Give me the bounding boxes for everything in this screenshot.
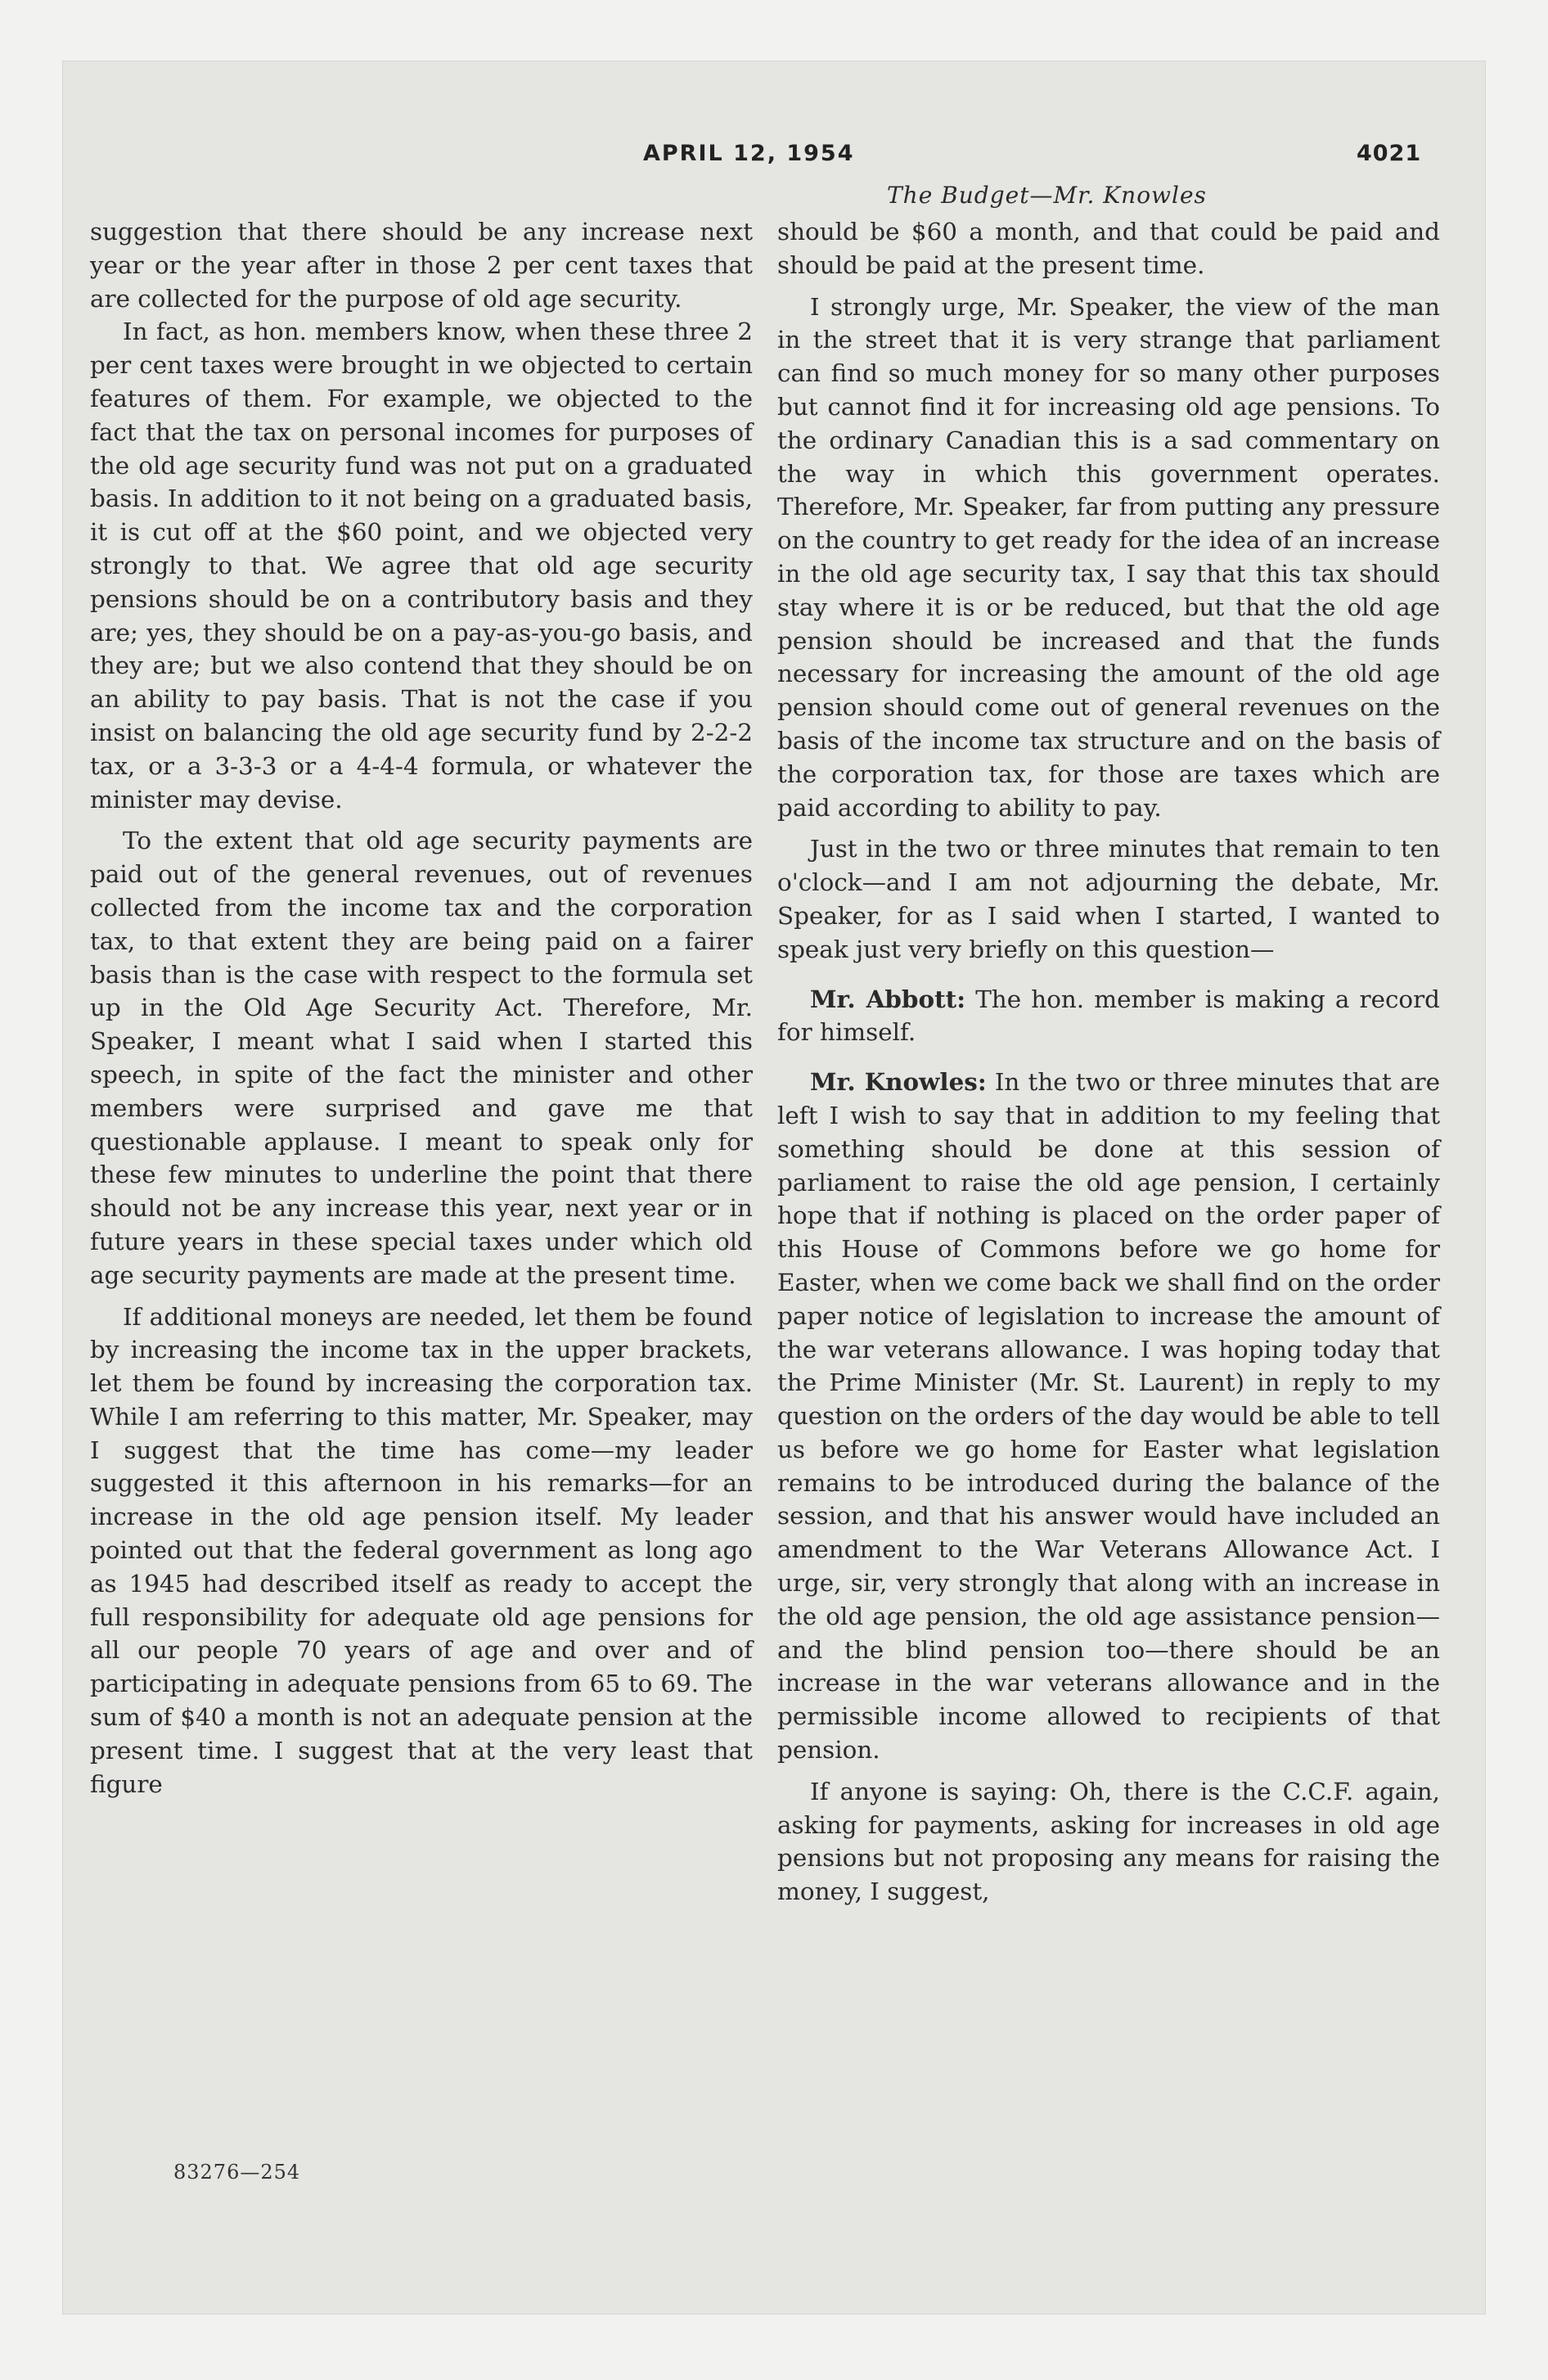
speaker-paragraph [777,1066,1440,1767]
paragraph: I strongly urge, Mr. Speaker, the view of the man in the street that it is very strange that parliament can find so much money for so many other purposes but cannot find it for increasing old age pensions. To the ordinary Canadian this is a sad commentary on the way in which this government operates. Therefore, Mr. Speaker, far from putting any pressure on the country to get ready for the idea of an increase in the old age security tax, I say that this tax should stay where it is or be reduced, but that the old age pension should be increased and that the funds necessary for increasing the amount of the old age pension should come out of general revenues on the basis of the income tax structure and on the basis of the corporation tax, for those are taxes which are paid according to ability to pay. [777,292,1440,822]
running-head: The Budget—Mr. Knowles [887,182,1207,209]
page-number: 4021 [1357,141,1422,166]
signature-mark: 83276—254 [173,2161,301,2184]
speaker-text: The hon. member is making a record for himself. [777,985,1440,1047]
paragraph: Just in the two or three minutes that remain to ten o'clock—and I am not adjourning the debate, Mr. Speaker, for as I said when I started, I wanted to speak just very briefly on this question— [777,835,1440,963]
header-date: APRIL 12, 1954 [643,141,855,166]
paragraph: suggestion that there should be any increase next year or the year after in those 2 per cent taxes that are collected for the purpose of old age security. [90,218,753,313]
speaker-name: Mr. Abbott: [810,984,966,1013]
speaker-paragraph [777,983,1440,1050]
speaker-text: In the two or three minutes that are left I wish to say that in addition to my feeling that something should be done at this session of parliament to raise the old age pension, I certainly hope that if nothing is placed on the order paper of this House of Commons before we go home for Easter, when we come back we shall find on the order paper notice of legislation to increase the amount of the war veterans allowance. I was hoping today that the Prime Minister (Mr. St. Laurent) in reply to my question on the orders of the day would be able to tell us before we go home for Easter what legislation remains to be introduced during the balance of the session, and that his answer would have included an amendment to the War Veterans Allowance Act. I urge, sir, very strongly that along with an increase in the old age pension, the old age assistance pension—and the blind pension too—there should be an increase in the war veterans allowance and in the permissible income allowed to recipients of that pension. [777,1068,1440,1765]
right-column [777,215,1440,1909]
paragraph: To the extent that old age security payments are paid out of the general revenues, out of revenues collected from the income tax and the corporation tax, to that extent they are being paid on a fairer basis than is the case with respect to the formula set up in the Old Age Security Act. Therefore, Mr. Speaker, I meant what I said when I started this speech, in spite of the fact the minister and other members were surprised and gave me that questionable applause. I meant to speak only for these few minutes to underline the point that there should not be any increase this year, next year or in future years in these special taxes under which old age security payments are made at the present time. [90,827,753,1289]
paragraph: In fact, as hon. members know, when these three 2 per cent taxes were brought in we objected to certain features of them. For example, we objected to the fact that the tax on personal incomes for purposes of the old age security fund was not put on a graduated basis. In addition to it not being on a graduated basis, it is cut off at the $60 point, and we objected very strongly to that. We agree that old age security pensions should be on a contributory basis and they are; yes, they should be on a pay-as-you-go basis, and they are; but we also contend that they should be on an ability to pay basis. That is not the case if you insist on balancing the old age security fund by 2-2-2 tax, or a 3-3-3 or a 4-4-4 formula, or whatever the minister may devise. [90,318,753,814]
paragraph: If anyone is saying: Oh, there is the C.C.F. again, asking for payments, asking for increases in old age pensions but not proposing any means for raising the money, I suggest, [777,1777,1440,1906]
left-column [90,215,753,1801]
paragraph: should be $60 a month, and that could be paid and should be paid at the present time. [777,218,1440,279]
speaker-name: Mr. Knowles: [810,1067,987,1097]
paragraph: If additional moneys are needed, let them be found by increasing the income tax in the upper brackets, let them be found by increasing the corporation tax. While I am referring to this matter, Mr. Speaker, may I suggest that the time has come—my leader suggested it this afternoon in his remarks—for an increase in the old age pension itself. My leader pointed out that the federal government as long ago as 1945 had described itself as ready to accept the full responsibility for adequate old age pensions for all our people 70 years of age and over and of participating in adequate pensions from 65 to 69. The sum of $40 a month is not an adequate pension at the present time. I suggest that at the very least that figure [90,1302,753,1798]
